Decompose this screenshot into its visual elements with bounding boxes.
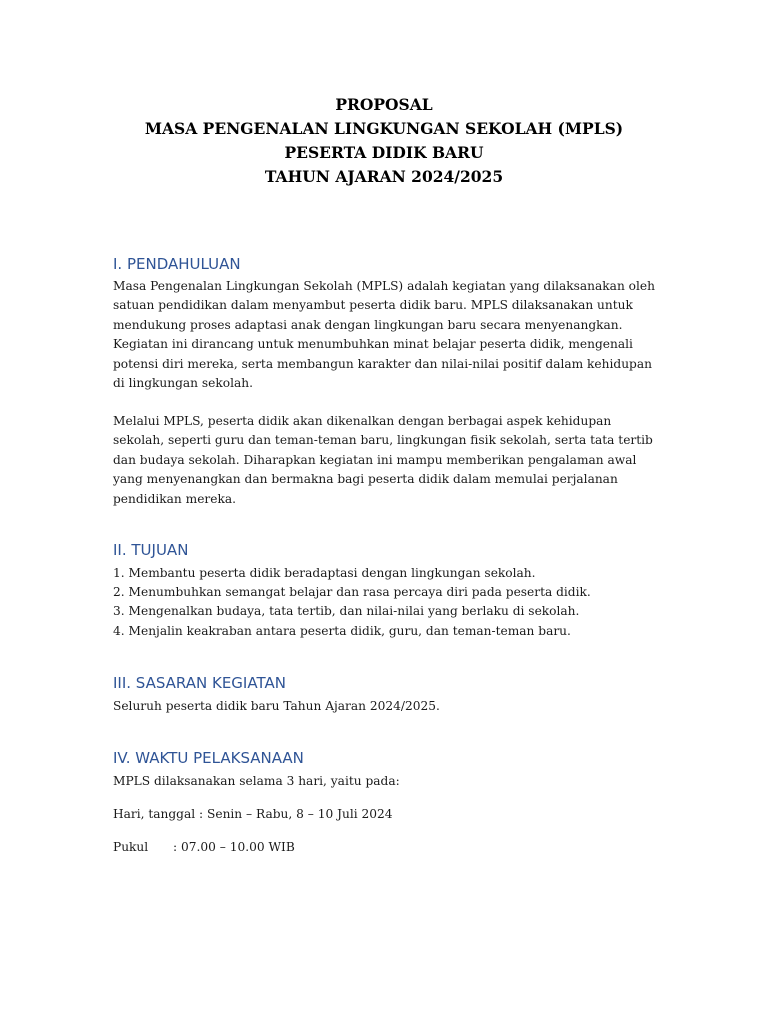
section-heading-sasaran: III. SASARAN KEGIATAN	[113, 674, 286, 692]
sasaran-text: Seluruh peserta didik baru Tahun Ajaran 2024/2025.	[113, 699, 440, 713]
title-line-3: PESERTA DIDIK BARU	[284, 143, 484, 162]
title-line-2: MASA PENGENALAN LINGKUNGAN SEKOLAH (MPLS)	[144, 119, 624, 138]
pendahuluan-paragraph-1: Masa Pengenalan Lingkungan Sekolah (MPLS) adalah kegiatan yang dilaksanakan oleh satuan pendidikan dalam menyambut peserta didik baru. MPLS dilaksanakan untuk mendukung proses adaptasi anak dengan lingkungan baru secara menyenangkan. Kegiatan ini dirancang untuk menumbuhkan minat belajar peserta didik, mengenali potensi diri mereka, serta membangun karakter dan nilai-nilai positif dalam kehidupan di lingkungan sekolah.	[113, 279, 655, 391]
waktu-intro: MPLS dilaksanakan selama 3 hari, yaitu pada:	[113, 774, 400, 788]
pukul-value: : 07.00 – 10.00 WIB	[173, 840, 295, 854]
waktu-hari-tanggal: Hari, tanggal : Senin – Rabu, 8 – 10 Juli 2024	[113, 807, 393, 821]
pendahuluan-paragraph-2: Melalui MPLS, peserta didik akan dikenalkan dengan berbagai aspek kehidupan sekolah, seperti guru dan teman-teman baru, lingkungan fisik sekolah, serta tata tertib dan budaya sekolah. Diharapkan kegiatan ini mampu memberikan pengalaman awal yang menyenangkan dan bermakna bagi peserta didik dalam memulai perjalanan pendidikan mereka.	[113, 414, 653, 506]
list-item: 2. Menumbuhkan semangat belajar dan rasa percaya diri pada peserta didik.	[113, 585, 591, 600]
list-item: 1. Membantu peserta didik beradaptasi dengan lingkungan sekolah.	[113, 566, 536, 580]
section-heading-pendahuluan: I. PENDAHULUAN	[113, 255, 241, 273]
pukul-label: Pukul	[113, 840, 149, 854]
title-line-4: TAHUN AJARAN 2024/2025	[264, 167, 504, 186]
title-line-1: PROPOSAL	[335, 95, 433, 114]
list-item: 4. Menjalin keakraban antara peserta didik, guru, dan teman-teman baru.	[113, 623, 571, 638]
list-item: 3. Mengenalkan budaya, tata tertib, dan nilai-nilai yang berlaku di sekolah.	[113, 604, 580, 619]
document-title	[0, 93, 768, 189]
tujuan-list	[113, 564, 658, 641]
section-heading-waktu: IV. WAKTU PELAKSANAAN	[113, 749, 304, 767]
waktu-pukul	[113, 838, 295, 857]
section-heading-tujuan: II. TUJUAN	[113, 541, 189, 559]
